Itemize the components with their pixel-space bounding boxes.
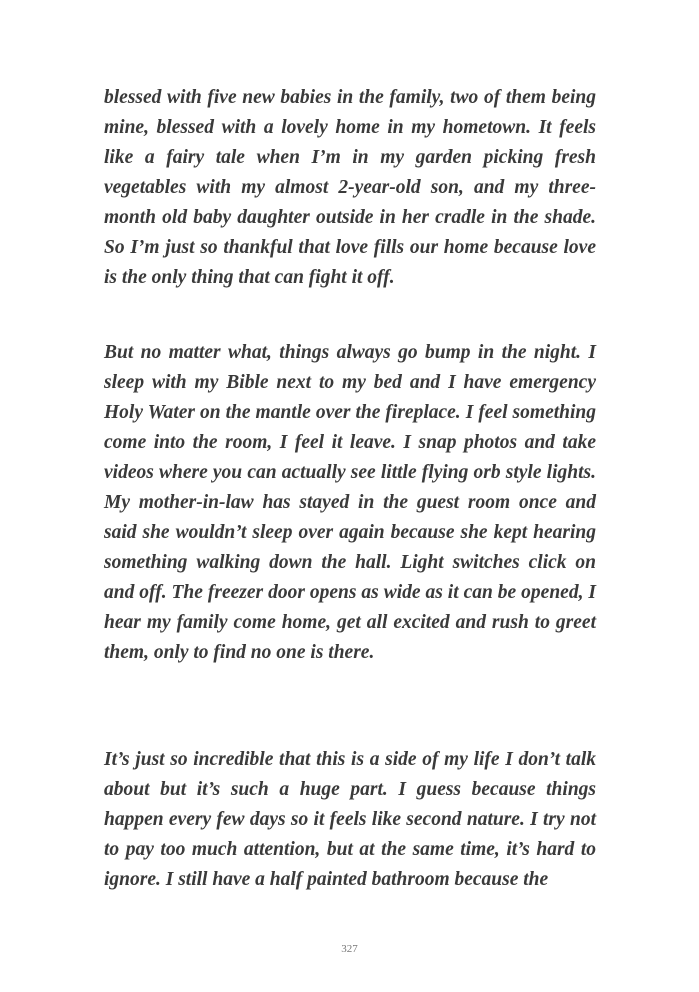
page-number: 327	[341, 943, 358, 955]
paragraph-2: But no matter what, things always go bump in the night. I sleep with my Bible next to my bed and I have emergency Holy Water on the mantle over the fireplace. I feel something come into the room, I feel it leave. I snap photos and take videos where you can actually see little flying orb style lights. My mother-in-law has stayed in the guest room once and said she wouldn’t sleep over again because she kept hearing something walking down the hall. Light switches click on and off. The freezer door opens as wide as it can be opened, I hear my family come home, get all excited and rush to greet them, only to find no one is there.	[104, 342, 596, 663]
paragraph-1: blessed with five new babies in the family, two of them being mine, blessed with a lovely home in my hometown. It feels like a fairy tale when I’m in my garden picking fresh vegetables with my almost 2-year-old son, and my three-month old baby daughter outside in her cradle in the shade. So I’m just so thankful that love fills our home because love is the only thing that can fight it off.	[104, 87, 596, 288]
paragraph-3: It’s just so incredible that this is a side of my life I don’t talk about but it’s such a huge part. I guess because things happen every few days so it feels like second nature. I try not to pay too much attention, but at the same time, it’s hard to ignore. I still have a half painted bathroom because the	[104, 749, 596, 890]
